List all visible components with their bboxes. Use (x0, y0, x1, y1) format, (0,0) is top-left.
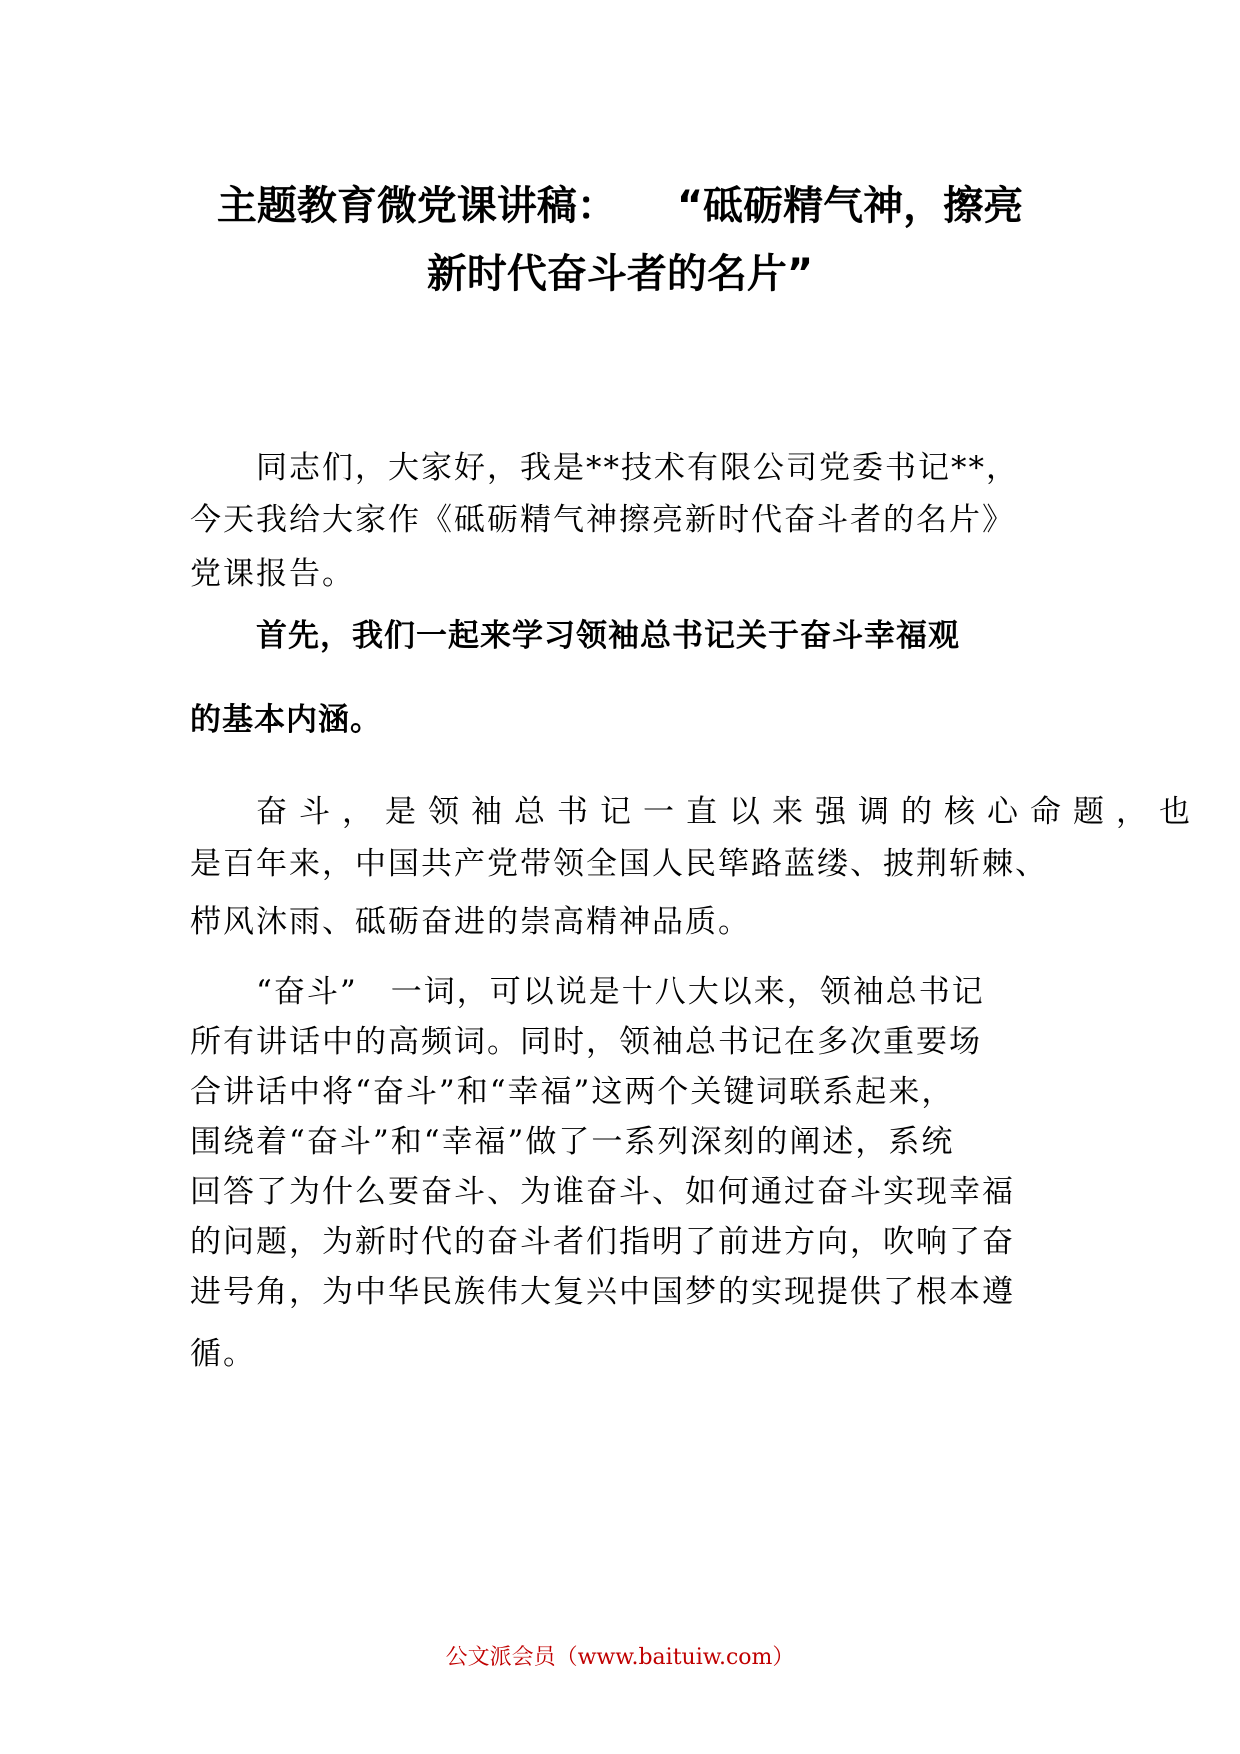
paragraph-3-line-4: 围绕着“奋斗”和“幸福”做了一系列深刻的阐述，系统 (190, 1124, 955, 1160)
paragraph-3-line-7: 进号角，为中华民族伟大复兴中国梦的实现提供了根本遵 (190, 1274, 1015, 1310)
paragraph-3-line-2: 所有讲话中的高频词。同时，领袖总书记在多次重要场 (190, 1024, 982, 1060)
paragraph-3-line-3: 合讲话中将“奋斗”和“幸福”这两个关键词联系起来， (190, 1074, 955, 1110)
paragraph-3-line-8: 循。 (190, 1336, 256, 1372)
footer-watermark-text: 公文派会员（www.baituiw.com） (445, 1645, 795, 1670)
paragraph-2-line-2: 是百年来，中国共产党带领全国人民筚路蓝缕、披荆斩棘、 (190, 846, 1048, 882)
paragraph-2-line-1: 奋斗，是领袖总书记一直以来强调的核心命题，也 (256, 794, 1202, 830)
section-heading-line-1: 首先，我们一起来学习领袖总书记关于奋斗幸福观 (256, 618, 960, 654)
paragraph-2-line-3: 栉风沐雨、砥砺奋进的崇高精神品质。 (190, 904, 751, 940)
paragraph-3-line-6: 的问题，为新时代的奋斗者们指明了前进方向，吹响了奋 (190, 1224, 1015, 1260)
paragraph-1-line-1: 同志们，大家好，我是**技术有限公司党委书记**， (256, 450, 1019, 486)
document-title-line-1: 主题教育微党课讲稿： “砥砺精气神，擦亮 (216, 183, 1024, 229)
paragraph-1-line-2: 今天我给大家作《砥砺精气神擦亮新时代奋斗者的名片》 (190, 502, 1015, 538)
paragraph-3-line-1: “奋斗” 一词，可以说是十八大以来，领袖总书记 (256, 974, 985, 1010)
paragraph-1-line-3: 党课报告。 (190, 556, 355, 592)
paragraph-3-line-5: 回答了为什么要奋斗、为谁奋斗、如何通过奋斗实现幸福 (190, 1174, 1015, 1210)
document-title-line-2: 新时代奋斗者的名片” (426, 251, 814, 297)
section-heading-line-2: 的基本内涵。 (190, 702, 382, 738)
